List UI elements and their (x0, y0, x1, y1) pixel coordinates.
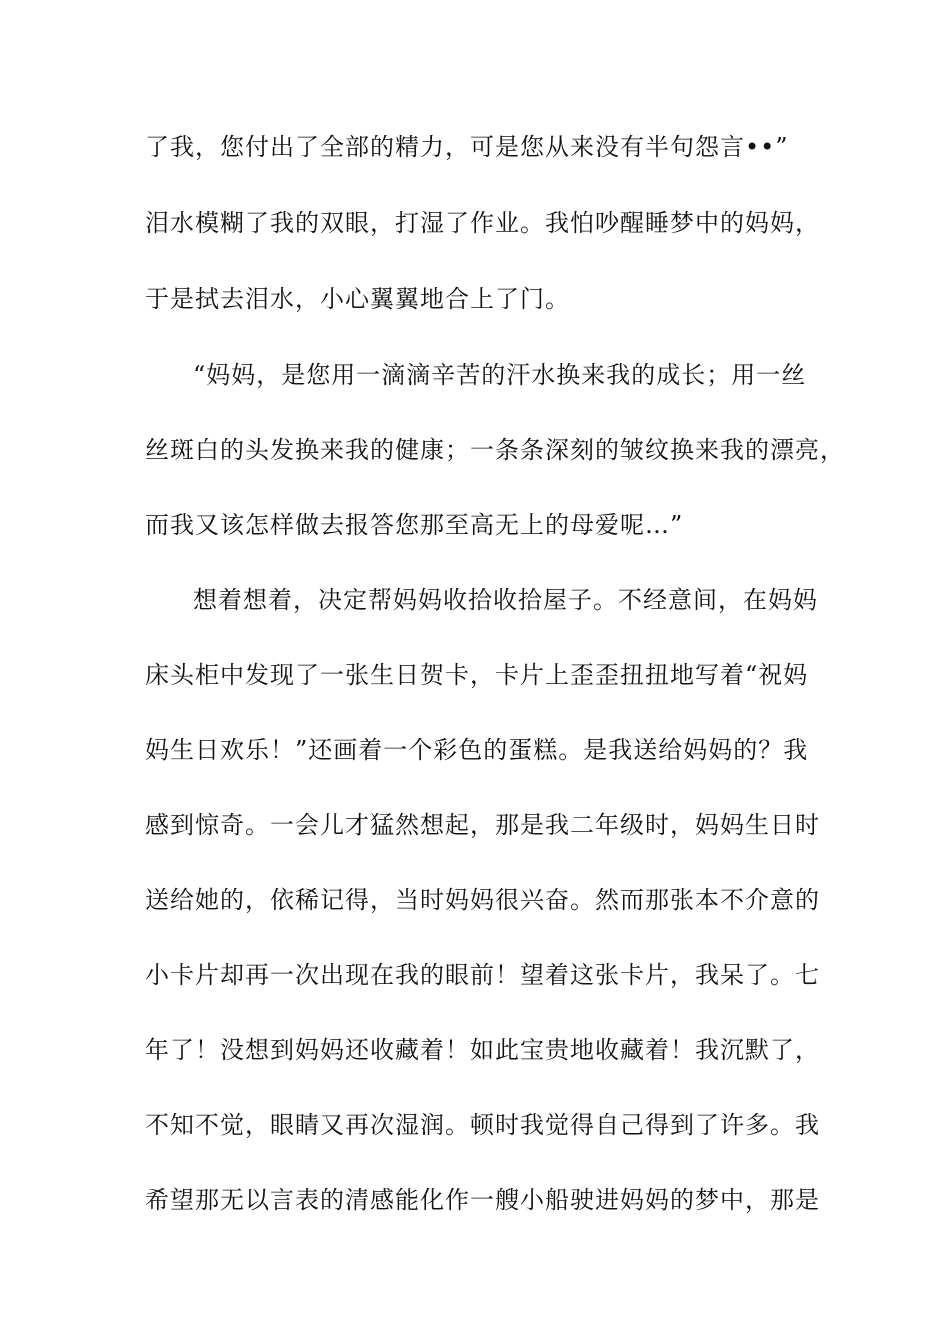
text-line-2: 泪水模糊了我的双眼，打湿了作业。我怕吵醒睡梦中的妈妈， (145, 209, 820, 237)
text-line-13: 年了！没想到妈妈还收藏着！如此宝贵地收藏着！我沉默了， (145, 1036, 820, 1064)
text-line-12: 小卡片却再一次出现在我的眼前！望着这张卡片，我呆了。七 (145, 961, 820, 989)
text-line-4: “妈妈，是您用一滴滴辛苦的汗水换来我的成长；用一丝 (193, 361, 807, 389)
text-line-5: 丝斑白的头发换来我的健康；一条条深刻的皱纹换来我的漂亮， (145, 436, 845, 464)
text-line-11: 送给她的，依稀记得，当时妈妈很兴奋。然而那张本不介意的 (145, 886, 820, 914)
text-line-14: 不知不觉，眼睛又再次湿润。顿时我觉得自己得到了许多。我 (145, 1111, 820, 1139)
text-line-8: 床头柜中发现了一张生日贺卡，卡片上歪歪扭扭地写着“祝妈 (145, 661, 809, 689)
text-line-3: 于是拭去泪水，小心翼翼地合上了门。 (145, 285, 570, 313)
text-line-7: 想着想着，决定帮妈妈收拾收拾屋子。不经意间，在妈妈 (193, 586, 818, 614)
text-line-9: 妈生日欢乐！”还画着一个彩色的蛋糕。是我送给妈妈的？我 (145, 736, 809, 764)
text-line-10: 感到惊奇。一会儿才猛然想起，那是我二年级时，妈妈生日时 (145, 811, 820, 839)
text-line-6: 而我又该怎样做去报答您那至高无上的母爱呢…” (145, 511, 684, 539)
text-line-1: 了我，您付出了全部的精力，可是您从来没有半句怨言••” (145, 133, 789, 161)
text-line-15: 希望那无以言表的清感能化作一艘小船驶进妈妈的梦中，那是 (145, 1186, 820, 1214)
